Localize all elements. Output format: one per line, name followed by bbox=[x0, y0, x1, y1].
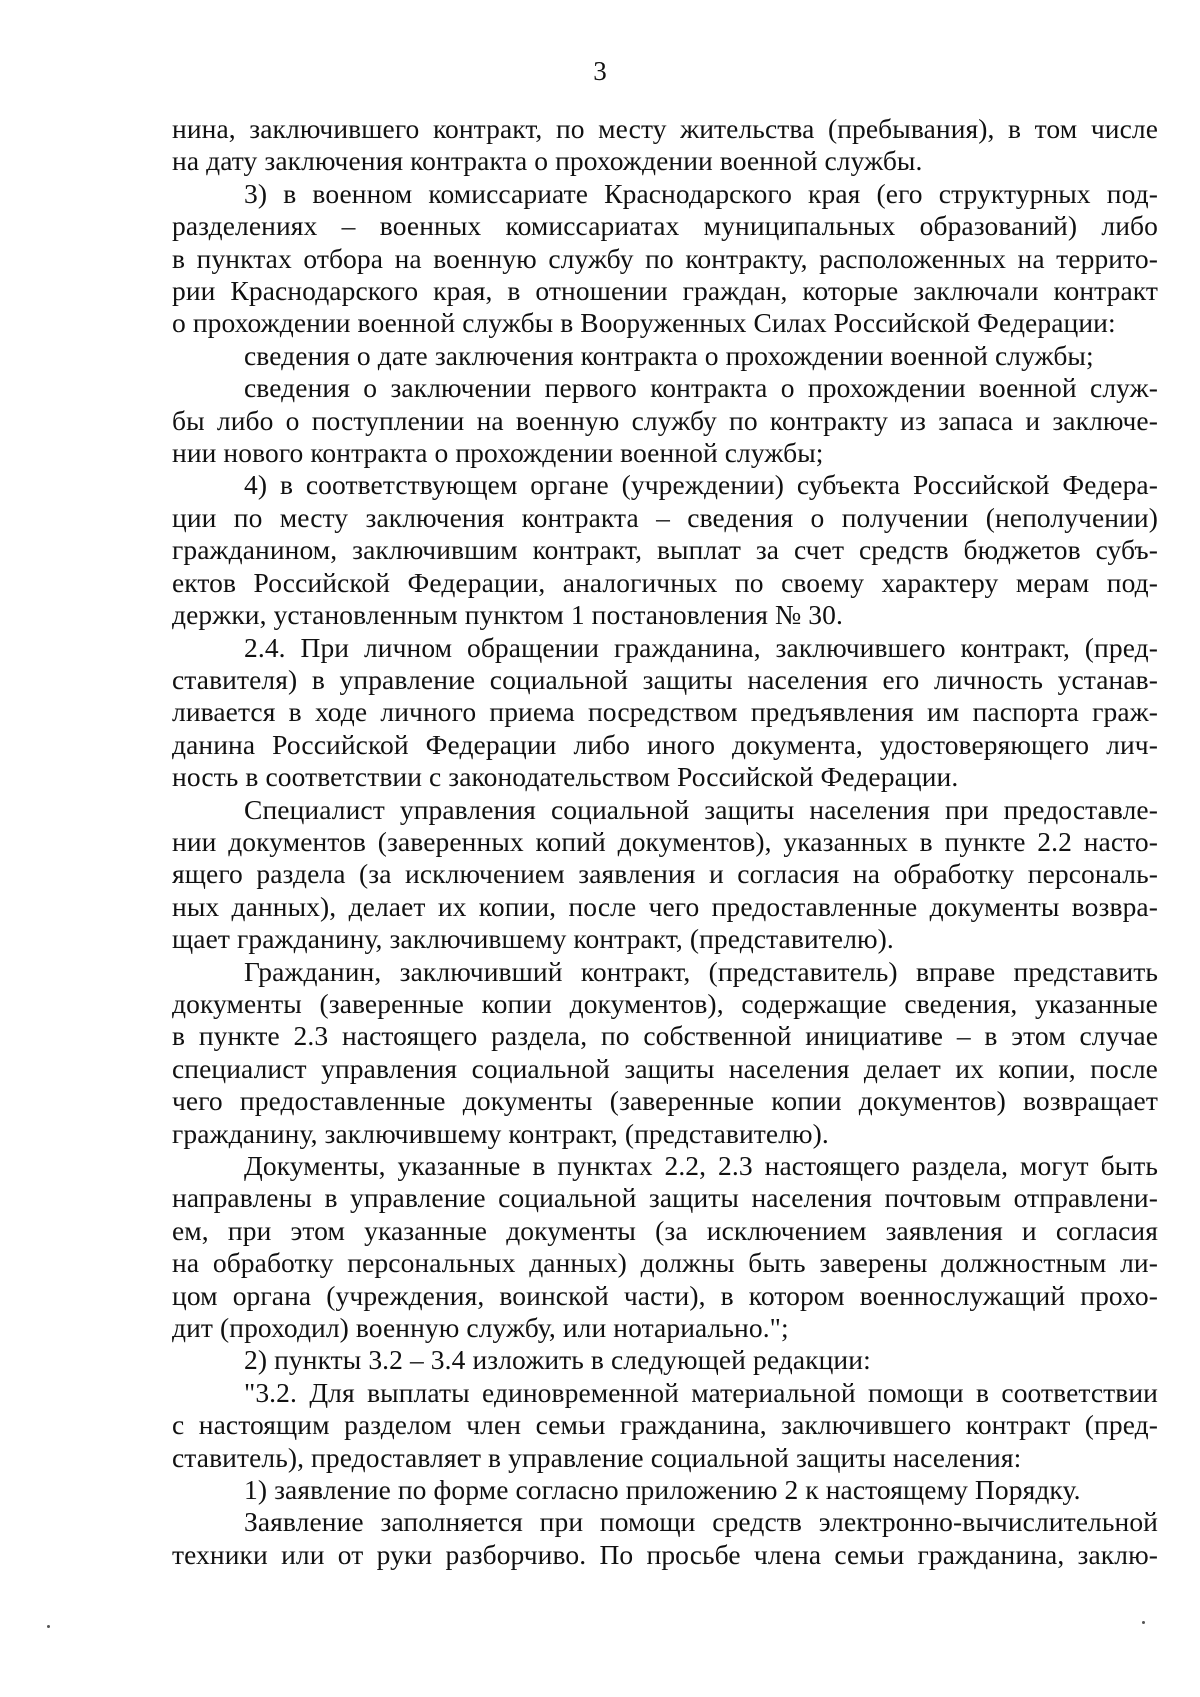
text-line: щает гражданину, заключившему контракт, (представителю). bbox=[172, 923, 894, 955]
text-line: нина, заключившего контракт, по месту жительства (пребывания), в том числе bbox=[172, 113, 1158, 144]
scan-speck bbox=[1142, 1621, 1145, 1624]
text-line: Документы, указанные в пунктах 2.2, 2.3 настоящего раздела, могут быть bbox=[244, 1150, 1158, 1181]
text-line: на обработку персональных данных) должны быть заверены должностным ли- bbox=[172, 1247, 1158, 1279]
text-line: нии документов (заверенных копий документов), указанных в пункте 2.2 насто- bbox=[172, 825, 1158, 857]
text-line: 2) пункты 3.2 – 3.4 изложить в следующей редакции: bbox=[244, 1344, 871, 1376]
document-body bbox=[172, 113, 1158, 1571]
text-line: дит (проходил) военную службу, или нотариально."; bbox=[172, 1312, 789, 1344]
text-line: ем, при этом указанные документы (за исключением заявления и согласия bbox=[172, 1214, 1158, 1246]
text-line: данина Российской Федерации либо иного документа, удостоверяющего лич- bbox=[172, 728, 1158, 760]
text-line: Заявление заполняется при помощи средств электронно-вычислительной bbox=[244, 1506, 1158, 1538]
text-line: Гражданин, заключивший контракт, (представитель) вправе представить bbox=[244, 955, 1158, 987]
text-line: гражданину, заключившему контракт, (представителю). bbox=[172, 1117, 829, 1149]
text-line: ции по месту заключения контракта – сведения о получении (неполучении) bbox=[172, 501, 1158, 533]
text-line: чего предоставленные документы (заверенные копии документов) возвращает bbox=[172, 1085, 1158, 1117]
text-line: 4) в соответствующем органе (учреждении) субъекта Российской Федера- bbox=[244, 469, 1158, 501]
text-line: на дату заключения контракта о прохождении военной службы. bbox=[172, 145, 923, 177]
text-line: 2.4. При личном обращении гражданина, заключившего контракт, (пред- bbox=[244, 631, 1158, 663]
text-line: специалист управления социальной защиты населения делает их копии, после bbox=[172, 1052, 1158, 1084]
text-line: ность в соответствии с законодательством Российской Федерации. bbox=[172, 761, 959, 793]
text-line: в пунктах отбора на военную службу по контракту, расположенных на террито- bbox=[172, 242, 1158, 274]
text-line: о прохождении военной службы в Вооруженных Силах Российской Федерации: bbox=[172, 307, 1116, 339]
text-line: держки, установленным пунктом 1 постановления № 30. bbox=[172, 599, 843, 631]
text-line: рии Краснодарского края, в отношении граждан, которые заключали контракт bbox=[172, 275, 1158, 307]
text-line: 1) заявление по форме согласно приложению 2 к настоящему Порядку. bbox=[244, 1474, 1081, 1506]
text-line: "3.2. Для выплаты единовременной материальной помощи в соответствии bbox=[244, 1376, 1158, 1408]
text-line: документы (заверенные копии документов), содержащие сведения, указанные bbox=[172, 987, 1158, 1019]
text-line: ставителя) в управление социальной защиты населения его личность устанав- bbox=[172, 663, 1158, 695]
text-line: в пункте 2.3 настоящего раздела, по собственной инициативе – в этом случае bbox=[172, 1020, 1158, 1052]
text-line: нии нового контракта о прохождении военной службы; bbox=[172, 437, 824, 469]
text-line: 3) в военном комиссариате Краснодарского края (его структурных под- bbox=[244, 177, 1158, 209]
text-line: сведения о дате заключения контракта о прохождении военной службы; bbox=[244, 339, 1094, 371]
text-line: гражданином, заключившим контракт, выплат за счет средств бюджетов субъ- bbox=[172, 534, 1158, 566]
text-line: ящего раздела (за исключением заявления и согласия на обработку персональ- bbox=[172, 858, 1158, 890]
text-line: направлены в управление социальной защиты населения почтовым отправлени- bbox=[172, 1182, 1158, 1214]
text-line: сведения о заключении первого контракта о прохождении военной служ- bbox=[244, 372, 1158, 404]
text-line: техники или от руки разборчиво. По просьбе члена семьи гражданина, заклю- bbox=[172, 1538, 1158, 1570]
page-number: 3 bbox=[593, 56, 607, 86]
text-line: ливается в ходе личного приема посредством предъявления им паспорта граж- bbox=[172, 696, 1158, 728]
text-line: цом органа (учреждения, воинской части), в котором военнослужащий прохо- bbox=[172, 1279, 1158, 1311]
text-line: разделениях – военных комиссариатах муниципальных образований) либо bbox=[172, 210, 1158, 242]
text-line: ных данных), делает их копии, после чего предоставленные документы возвра- bbox=[172, 890, 1158, 922]
scan-speck bbox=[47, 1625, 50, 1628]
text-line: с настоящим разделом член семьи гражданина, заключившего контракт (пред- bbox=[172, 1409, 1158, 1441]
text-line: бы либо о поступлении на военную службу по контракту из запаса и заключе- bbox=[172, 404, 1158, 436]
text-line: ставитель), предоставляет в управление социальной защиты населения: bbox=[172, 1441, 1022, 1473]
text-line: Специалист управления социальной защиты населения при предоставле- bbox=[244, 793, 1158, 825]
text-line: ектов Российской Федерации, аналогичных по своему характеру мерам под- bbox=[172, 566, 1158, 598]
